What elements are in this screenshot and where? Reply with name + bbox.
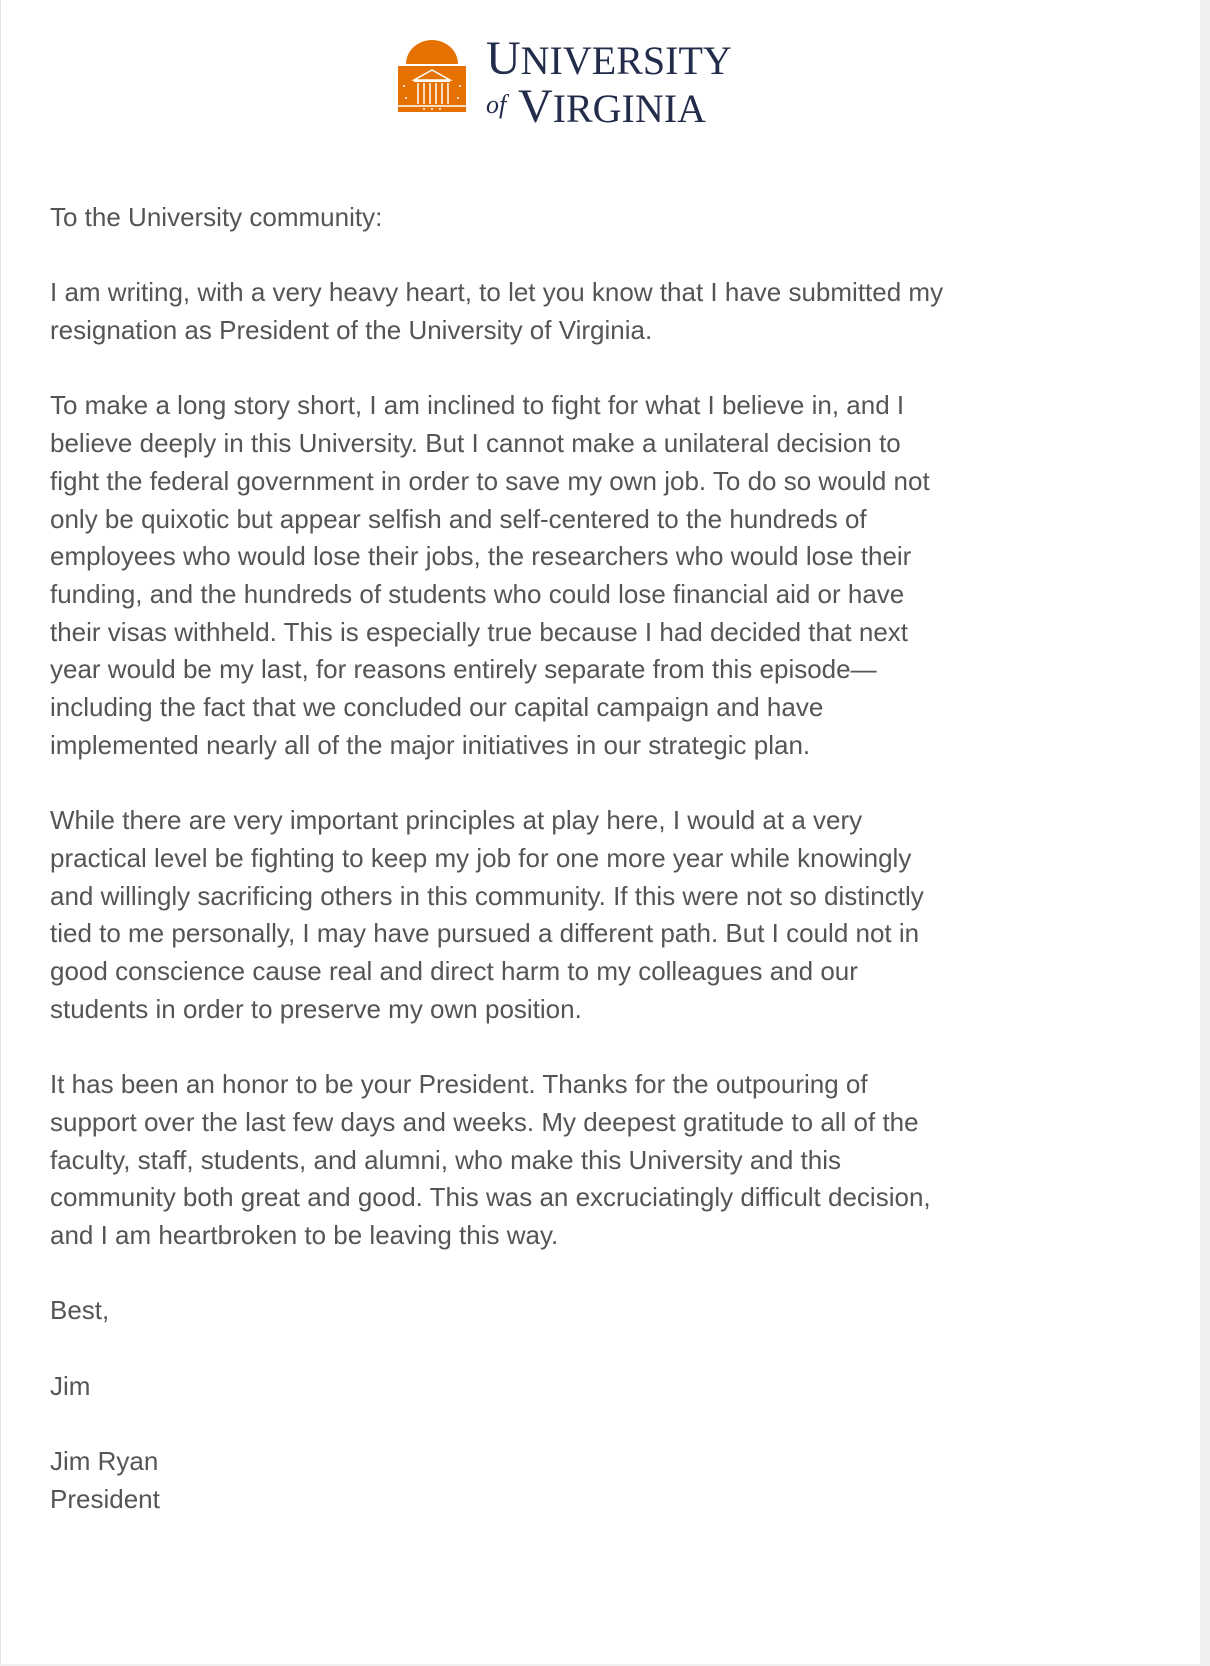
text-line: year would be my last, for reasons entirely separate from this episode— (50, 654, 877, 685)
paragraph-resignation (50, 274, 943, 349)
text-line: tied to me personally, I may have pursued a different path. But I could not in (50, 918, 920, 949)
text-line: and I am heartbroken to be leaving this way. (50, 1219, 559, 1250)
paragraph-principles (50, 802, 943, 1028)
closing (50, 1292, 943, 1330)
wordmark-virginia: VIRGINIA (518, 80, 706, 133)
text-line: their visas withheld. This is especially true because I had decided that next (50, 616, 908, 647)
text-line: implemented nearly all of the major initiatives in our strategic plan. (50, 729, 811, 760)
text-line: employees who would lose their jobs, the researchers who would lose their (50, 541, 912, 572)
text-line: President (50, 1483, 160, 1514)
text-line: resignation as President of the University of Virginia. (50, 315, 653, 346)
uva-logo (396, 32, 758, 133)
wordmark-university: UNIVERSITY (486, 32, 732, 85)
text-line: support over the last few days and weeks. My deepest gratitude to all of the (50, 1106, 919, 1137)
text-line: To the University community: (50, 202, 383, 232)
text-line: Jim (50, 1370, 91, 1401)
wordmark-of: of (486, 90, 507, 119)
rotunda-icon (396, 36, 468, 112)
signoff (50, 1368, 943, 1406)
text-line: To make a long story short, I am inclined to fight for what I believe in, and I (50, 390, 905, 421)
paragraph-gratitude (50, 1066, 943, 1255)
text-line: community both great and good. This was an excruciatingly difficult decision, (50, 1182, 931, 1213)
text-line: Best, (50, 1295, 110, 1326)
paragraph-reasons (50, 387, 943, 764)
text-line: While there are very important principles at play here, I would at a very (50, 805, 863, 836)
text-line: fight the federal government in order to save my own job. To do so would not (50, 465, 930, 496)
text-line: It has been an honor to be your President. Thanks for the outpouring of (50, 1069, 868, 1100)
letter-text (50, 199, 943, 1556)
text-line: funding, and the hundreds of students who could lose financial aid or have (50, 579, 905, 609)
text-line: students in order to preserve my own position. (50, 993, 582, 1024)
text-line: and willingly sacrificing others in this community. If this were not so distinctly (50, 880, 924, 911)
text-line: I am writing, with a very heavy heart, to let you know that I have submitted my (50, 277, 944, 308)
text-line: only be quixotic but appear selfish and self-centered to the hundreds of (50, 503, 867, 534)
text-line: practical level be fighting to keep my job for one more year while knowingly (50, 842, 912, 873)
signature-block (50, 1443, 943, 1518)
text-line: Jim Ryan (50, 1446, 159, 1477)
wordmark (478, 32, 758, 133)
text-line: believe deeply in this University. But I cannot make a unilateral decision to (50, 428, 901, 459)
text-line: including the fact that we concluded our capital campaign and have (50, 692, 824, 723)
text-line: faculty, staff, students, and alumni, who make this University and this (50, 1144, 841, 1175)
text-line: good conscience cause real and direct harm to my colleagues and our (50, 956, 858, 987)
salutation (50, 199, 943, 237)
